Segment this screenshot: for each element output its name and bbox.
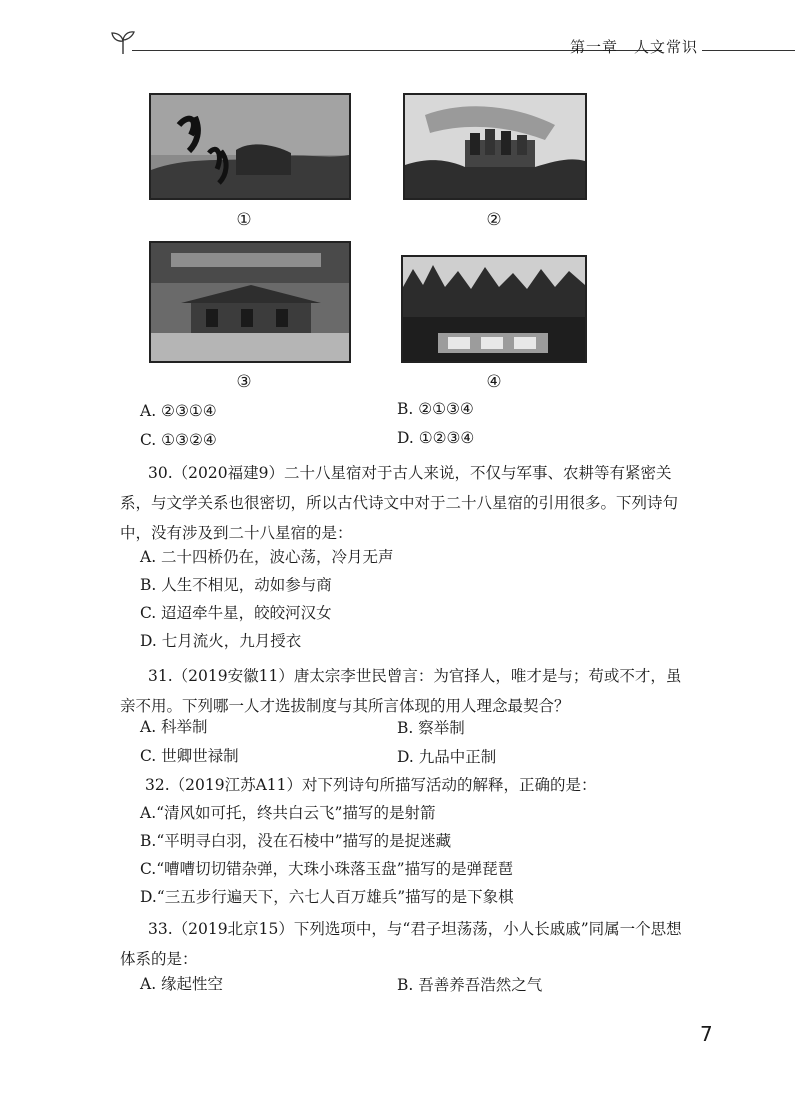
caption-1: ① [236, 210, 252, 230]
photo-3 [149, 241, 351, 363]
q29-option-d: D. ①②③④ [397, 429, 475, 447]
q29-option-a: A. ②③①④ [140, 402, 217, 420]
q33-option-b: B. 吾善养吾浩然之气 [397, 976, 543, 994]
photo-4 [401, 255, 587, 363]
q33-option-a: A. 缘起性空 [140, 975, 224, 993]
q31-option-d: D. 九品中正制 [397, 748, 497, 766]
q31-option-a: A. 科举制 [140, 718, 208, 736]
photo-2 [403, 93, 587, 200]
q30-option-d: D. 七月流火，九月授衣 [140, 632, 302, 650]
q32-option-b: B.“平明寻白羽，没在石棱中”描写的是捉迷藏 [140, 832, 452, 850]
page-header [110, 30, 795, 62]
q31-option-b: B. 察举制 [397, 719, 465, 737]
caption-2: ② [486, 210, 502, 230]
q29-option-c: C. ①③②④ [140, 431, 217, 449]
sprout-icon [110, 30, 138, 56]
q31-option-c: C. 世卿世禄制 [140, 747, 239, 765]
photo-1 [149, 93, 351, 200]
q32-option-c: C.“嘈嘈切切错杂弹，大珠小珠落玉盘”描写的是弹琵琶 [140, 860, 514, 878]
q30-option-c: C. 迢迢牵牛星，皎皎河汉女 [140, 604, 332, 622]
q33-stem: 33.（2019北京15）下列选项中，与“君子坦荡荡，小人长戚戚”同属一个思想体系的是： [120, 920, 682, 968]
chapter-title: 第一章 人文常识 [569, 38, 698, 56]
page-number: 7 [700, 1022, 713, 1046]
q30-option-b: B. 人生不相见，动如参与商 [140, 576, 332, 594]
q31-stem: 31.（2019安徽11）唐太宗李世民曾言：为官择人，唯才是与；苟或不才，虽亲不用。下列哪一人才选拔制度与其所言体现的用人理念最契合？ [120, 667, 682, 715]
q32-option-a: A.“清风如可托，终共白云飞”描写的是射箭 [140, 804, 436, 822]
q32-option-d: D.“三五步行遍天下，六七人百万雄兵”描写的是下象棋 [140, 888, 514, 906]
q30-stem: 30.（2020福建9）二十八星宿对于古人来说，不仅与军事、农耕等有紧密关系，与文学关系也很密切，所以古代诗文中对于二十八星宿的引用很多。下列诗句中，没有涉及到二十八星宿的是： [120, 464, 679, 542]
header-rule-right [702, 50, 795, 51]
q30-option-a: A. 二十四桥仍在，波心荡，冷月无声 [140, 548, 394, 566]
caption-4: ④ [486, 372, 502, 392]
q29-option-b: B. ②①③④ [397, 400, 474, 418]
q32-stem: 32.（2019江苏A11）对下列诗句所描写活动的解释，正确的是： [145, 776, 597, 794]
caption-3: ③ [236, 372, 252, 392]
